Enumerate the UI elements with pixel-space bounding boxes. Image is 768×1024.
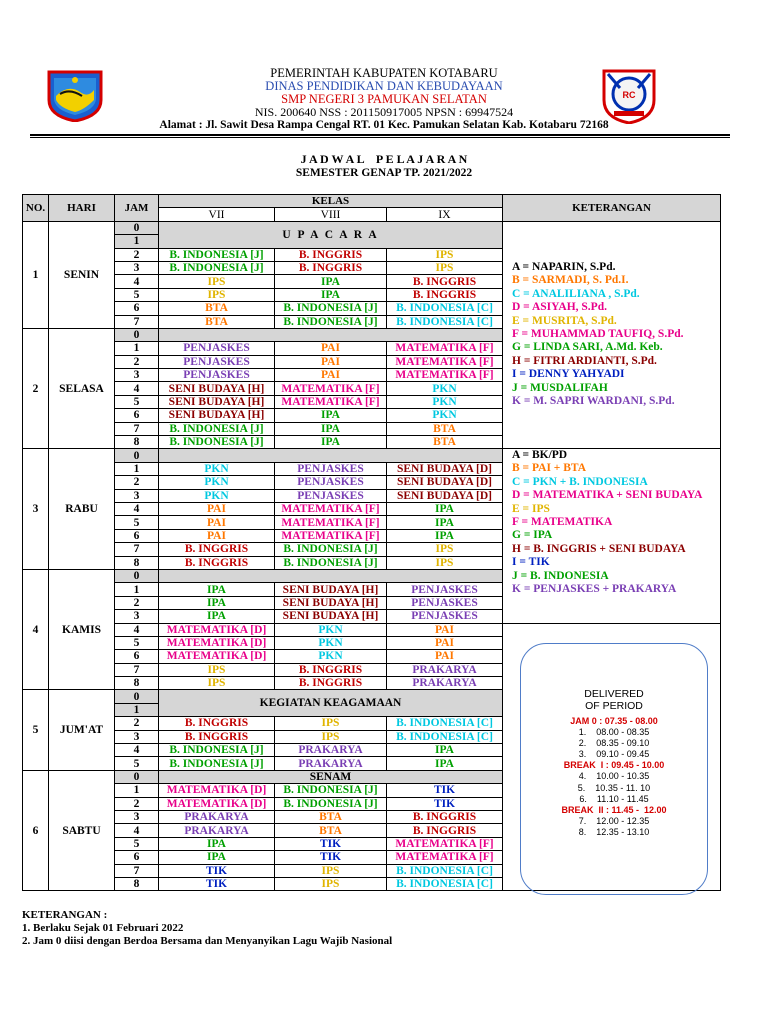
day-number: 2	[23, 328, 49, 449]
jam-number: 3	[115, 730, 159, 743]
class-ix-subject: SENI BUDAYA [D]	[387, 489, 503, 502]
special-activity	[159, 328, 503, 341]
jam-number: 0	[115, 449, 159, 462]
jam-number: 4	[115, 502, 159, 515]
class-ix-subject: PAI	[387, 636, 503, 649]
teacher-legend-item: K = M. SAPRI WARDANI, S.Pd.	[512, 395, 675, 408]
period-item: 3. 09.10 - 09.45	[578, 749, 650, 760]
day-number: 6	[23, 770, 49, 891]
jam-number: 6	[115, 409, 159, 422]
class-vii-subject: PAI	[159, 516, 275, 529]
class-ix-subject: IPA	[387, 529, 503, 542]
period-box-title-1: DELIVERED	[584, 688, 644, 700]
class-viii-subject: B. INGGRIS	[275, 248, 387, 261]
jam-number: 6	[115, 302, 159, 315]
jam-number: 1	[115, 462, 159, 475]
table-header-row	[23, 195, 721, 208]
period-item: 5. 10.35 - 11. 10	[577, 782, 651, 793]
jam-number: 5	[115, 395, 159, 408]
jam-number: 7	[115, 864, 159, 877]
class-ix-subject: B. INGGRIS	[387, 810, 503, 823]
class-ix-subject: IPS	[387, 261, 503, 274]
class-vii-subject: PKN	[159, 489, 275, 502]
class-ix-subject: MATEMATIKA [F]	[387, 369, 503, 382]
jam-number: 2	[115, 797, 159, 810]
class-ix-subject: TIK	[387, 784, 503, 797]
note-2: 2. Jam 0 diisi dengan Berdoa Bersama dan Menyanyikan Lagu Wajib Nasional	[22, 935, 393, 947]
class-vii-subject: B. INDONESIA [J]	[159, 436, 275, 449]
jam-number: 5	[115, 288, 159, 301]
teacher-legend	[512, 261, 683, 408]
special-activity: KEGIATAN KEAGAMAAN	[159, 690, 503, 717]
class-viii-subject: IPA	[275, 275, 387, 288]
jam-number: 3	[115, 489, 159, 502]
teacher-legend-item: F = MUHAMMAD TAUFIQ, S.Pd.	[512, 328, 684, 341]
class-vii-subject: MATEMATIKA [D]	[159, 784, 275, 797]
class-viii-subject: MATEMATIKA [F]	[275, 382, 387, 395]
jam-number: 4	[115, 275, 159, 288]
col-header-jam: JAM	[115, 195, 159, 222]
school-logo-badge-text: RC	[622, 90, 636, 100]
class-ix-subject: PRAKARYA	[387, 663, 503, 676]
class-vii-subject: SENI BUDAYA [H]	[159, 395, 275, 408]
class-viii-subject: IPS	[275, 730, 387, 743]
class-viii-subject: B. INDONESIA [J]	[275, 315, 387, 328]
jam-number: 0	[115, 690, 159, 703]
class-vii-subject: IPS	[159, 288, 275, 301]
jam-number: 5	[115, 837, 159, 850]
class-viii-subject: SENI BUDAYA [H]	[275, 596, 387, 609]
jam-number: 1	[115, 342, 159, 355]
school-address: Alamat : Jl. Sawit Desa Rampa Cengal RT. 01 Kec. Pamukan Selatan Kab. Kotabaru 72168	[159, 119, 609, 131]
class-vii-subject: PKN	[159, 462, 275, 475]
table-row	[23, 623, 721, 636]
jam-number: 8	[115, 877, 159, 890]
class-vii-subject: IPA	[159, 596, 275, 609]
class-viii-subject: IPA	[275, 422, 387, 435]
class-ix-subject: PKN	[387, 395, 503, 408]
jam-number: 2	[115, 717, 159, 730]
class-ix-subject: MATEMATIKA [F]	[387, 837, 503, 850]
class-vii-subject: B. INGGRIS	[159, 543, 275, 556]
period-break-item: BREAK II : 11.45 - 12.00	[561, 804, 667, 815]
class-ix-subject: PENJASKES	[387, 596, 503, 609]
class-vii-subject: IPA	[159, 837, 275, 850]
class-vii-subject: B. INDONESIA [J]	[159, 744, 275, 757]
col-header-no: NO.	[23, 195, 49, 222]
class-ix-subject: SENI BUDAYA [D]	[387, 462, 503, 475]
class-vii-subject: SENI BUDAYA [H]	[159, 409, 275, 422]
class-vii-subject: TIK	[159, 877, 275, 890]
class-viii-subject: PAI	[275, 355, 387, 368]
subject-legend-item: K = PENJASKES + PRAKARYA	[512, 583, 677, 596]
jam-number: 1	[115, 583, 159, 596]
class-ix-subject: B. INDONESIA [C]	[387, 717, 503, 730]
class-ix-subject: MATEMATIKA [F]	[387, 851, 503, 864]
class-vii-subject: B. INDONESIA [J]	[159, 248, 275, 261]
class-vii-subject: IPA	[159, 851, 275, 864]
subject-legend-item: J = B. INDONESIA	[512, 569, 609, 582]
class-vii-subject: MATEMATIKA [D]	[159, 623, 275, 636]
subject-legend-item: D = MATEMATIKA + SENI BUDAYA	[512, 489, 703, 502]
semester-subtitle: SEMESTER GENAP TP. 2021/2022	[295, 167, 473, 179]
class-viii-subject: B. INDONESIA [J]	[275, 543, 387, 556]
class-vii-subject: MATEMATIKA [D]	[159, 636, 275, 649]
class-vii-subject: MATEMATIKA [D]	[159, 797, 275, 810]
class-viii-subject: B. INDONESIA [J]	[275, 302, 387, 315]
teacher-legend-item: D = ASIYAH, S.Pd.	[512, 301, 607, 314]
col-header-vii: VII	[159, 208, 275, 221]
jam-number: 3	[115, 369, 159, 382]
jam-number: 8	[115, 436, 159, 449]
period-item: 2. 08.35 - 09.10	[578, 738, 650, 749]
class-viii-subject: MATEMATIKA [F]	[275, 502, 387, 515]
class-vii-subject: PRAKARYA	[159, 824, 275, 837]
letterhead-divider	[30, 134, 730, 136]
class-ix-subject: B. INDONESIA [C]	[387, 302, 503, 315]
period-box-title-2: OF PERIOD	[585, 700, 643, 712]
teacher-legend-item: C = ANALILIANA , S.Pd.	[512, 287, 640, 300]
government-name: PEMERINTAH KABUPATEN KOTABARU	[270, 66, 498, 80]
class-viii-subject: MATEMATIKA [F]	[275, 516, 387, 529]
class-ix-subject: IPS	[387, 248, 503, 261]
jam-number: 3	[115, 810, 159, 823]
jam-number: 5	[115, 516, 159, 529]
class-vii-subject: PAI	[159, 502, 275, 515]
subject-legend-item: I = TIK	[512, 556, 550, 569]
class-ix-subject: IPA	[387, 757, 503, 770]
day-name: SELASA	[49, 328, 115, 449]
class-ix-subject: PAI	[387, 650, 503, 663]
jam-number: 1	[115, 784, 159, 797]
class-viii-subject: IPS	[275, 717, 387, 730]
note-1: 1. Berlaku Sejak 01 Februari 2022	[22, 922, 184, 934]
class-viii-subject: TIK	[275, 851, 387, 864]
jam-number: 5	[115, 757, 159, 770]
col-header-keterangan: KETERANGAN	[503, 195, 721, 222]
jam-number: 0	[115, 770, 159, 783]
jam-number: 7	[115, 663, 159, 676]
class-ix-subject: IPS	[387, 543, 503, 556]
jam-number: 6	[115, 851, 159, 864]
jam-number: 7	[115, 315, 159, 328]
period-list	[520, 716, 708, 838]
letterhead-divider-thin	[30, 137, 730, 138]
class-ix-subject: IPA	[387, 516, 503, 529]
jam-number: 0	[115, 569, 159, 582]
class-viii-subject: PRAKARYA	[275, 744, 387, 757]
class-viii-subject: PKN	[275, 650, 387, 663]
class-viii-subject: PENJASKES	[275, 476, 387, 489]
class-ix-subject: MATEMATIKA [F]	[387, 342, 503, 355]
class-vii-subject: B. INDONESIA [J]	[159, 757, 275, 770]
jam-number: 1	[115, 235, 159, 248]
jam-number: 5	[115, 636, 159, 649]
class-ix-subject: B. INGGRIS	[387, 275, 503, 288]
teacher-legend-item: A = NAPARIN, S.Pd.	[512, 261, 616, 273]
class-vii-subject: BTA	[159, 302, 275, 315]
class-ix-subject: B. INDONESIA [C]	[387, 877, 503, 890]
day-name: SABTU	[49, 770, 115, 891]
special-activity	[159, 449, 503, 462]
subject-legend-item: H = B. INGGRIS + SENI BUDAYA	[512, 542, 686, 555]
subject-legend-item: C = PKN + B. INDONESIA	[512, 475, 648, 488]
jam-number: 4	[115, 623, 159, 636]
teacher-legend-item: I = DENNY YAHYADI	[512, 368, 625, 381]
department-name: DINAS PENDIDIKAN DAN KEBUDAYAAN	[265, 79, 503, 93]
day-name: KAMIS	[49, 569, 115, 690]
class-ix-subject: PRAKARYA	[387, 677, 503, 690]
class-viii-subject: SENI BUDAYA [H]	[275, 610, 387, 623]
jam-number: 4	[115, 744, 159, 757]
period-item: 8. 12.35 - 13.10	[578, 826, 650, 837]
class-ix-subject: TIK	[387, 797, 503, 810]
special-activity: SENAM	[159, 770, 503, 783]
subject-legend	[512, 449, 702, 596]
jam-number: 0	[115, 221, 159, 234]
jam-number: 8	[115, 677, 159, 690]
class-viii-subject: IPS	[275, 877, 387, 890]
class-vii-subject: IPS	[159, 677, 275, 690]
class-viii-subject: B. INGGRIS	[275, 677, 387, 690]
jam-number: 2	[115, 476, 159, 489]
class-viii-subject: PRAKARYA	[275, 757, 387, 770]
class-viii-subject: IPA	[275, 436, 387, 449]
class-vii-subject: SENI BUDAYA [H]	[159, 382, 275, 395]
class-viii-subject: B. INDONESIA [J]	[275, 797, 387, 810]
class-viii-subject: BTA	[275, 810, 387, 823]
teacher-legend-item: E = MUSRITA, S.Pd.	[512, 314, 617, 327]
class-viii-subject: PENJASKES	[275, 462, 387, 475]
class-ix-subject: B. INGGRIS	[387, 288, 503, 301]
period-item: 4. 10.00 - 10.35	[578, 771, 650, 782]
teacher-legend-item: G = LINDA SARI, A.Md. Keb.	[512, 341, 663, 354]
class-viii-subject: IPS	[275, 864, 387, 877]
class-ix-subject: B. INGGRIS	[387, 824, 503, 837]
col-header-kelas: KELAS	[159, 195, 503, 208]
jam-number: 2	[115, 248, 159, 261]
day-number: 3	[23, 449, 49, 570]
class-ix-subject: SENI BUDAYA [D]	[387, 476, 503, 489]
period-item: 1. 08.00 - 08.35	[578, 727, 650, 738]
jam-number: 2	[115, 355, 159, 368]
teacher-legend-item: B = SARMADI, S. Pd.I.	[512, 274, 629, 287]
class-viii-subject: B. INDONESIA [J]	[275, 784, 387, 797]
period-break-item: JAM 0 : 07.35 - 08.00	[570, 716, 658, 726]
class-vii-subject: B. INGGRIS	[159, 556, 275, 569]
class-vii-subject: B. INDONESIA [J]	[159, 422, 275, 435]
class-ix-subject: MATEMATIKA [F]	[387, 355, 503, 368]
class-vii-subject: TIK	[159, 864, 275, 877]
jam-number: 3	[115, 261, 159, 274]
class-vii-subject: IPA	[159, 610, 275, 623]
period-break-item: BREAK I : 09.45 - 10.00	[563, 760, 665, 771]
class-vii-subject: PENJASKES	[159, 342, 275, 355]
class-viii-subject: IPA	[275, 409, 387, 422]
day-number: 5	[23, 690, 49, 770]
class-ix-subject: PENJASKES	[387, 610, 503, 623]
period-item: 7. 12.00 - 12.35	[578, 815, 650, 826]
class-vii-subject: MATEMATIKA [D]	[159, 650, 275, 663]
class-ix-subject: PENJASKES	[387, 583, 503, 596]
class-ix-subject: B. INDONESIA [C]	[387, 315, 503, 328]
class-vii-subject: PRAKARYA	[159, 810, 275, 823]
jam-number: 4	[115, 382, 159, 395]
col-header-viii: VIII	[275, 208, 387, 221]
class-vii-subject: B. INGGRIS	[159, 730, 275, 743]
class-ix-subject: B. INDONESIA [C]	[387, 730, 503, 743]
class-viii-subject: TIK	[275, 837, 387, 850]
day-number: 1	[23, 221, 49, 328]
class-vii-subject: PENJASKES	[159, 369, 275, 382]
jam-number: 7	[115, 422, 159, 435]
notes-title: KETERANGAN :	[22, 909, 108, 921]
jam-number: 4	[115, 824, 159, 837]
class-viii-subject: PAI	[275, 342, 387, 355]
jam-number: 2	[115, 596, 159, 609]
day-name: SENIN	[49, 221, 115, 328]
subject-legend-item: A = BK/PD	[512, 449, 568, 461]
jam-number: 6	[115, 650, 159, 663]
class-vii-subject: IPS	[159, 663, 275, 676]
class-ix-subject: IPS	[387, 556, 503, 569]
class-ix-subject: PAI	[387, 623, 503, 636]
class-vii-subject: PKN	[159, 476, 275, 489]
teacher-legend-item: H = FITRI ARDIANTI, S.Pd.	[512, 354, 657, 367]
special-activity	[159, 569, 503, 582]
teacher-legend-item: J = MUSDALIFAH	[512, 381, 608, 394]
day-name: RABU	[49, 449, 115, 570]
class-viii-subject: PENJASKES	[275, 489, 387, 502]
class-viii-subject: B. INGGRIS	[275, 663, 387, 676]
class-ix-subject: IPA	[387, 744, 503, 757]
class-vii-subject: PAI	[159, 529, 275, 542]
school-name: SMP NEGERI 3 PAMUKAN SELATAN	[281, 92, 487, 106]
schedule-title: J A D W A L P E L A J A R A N	[300, 152, 468, 166]
day-number: 4	[23, 569, 49, 690]
class-ix-subject: IPA	[387, 502, 503, 515]
jam-number: 6	[115, 529, 159, 542]
class-ix-subject: PKN	[387, 409, 503, 422]
class-viii-subject: MATEMATIKA [F]	[275, 395, 387, 408]
class-viii-subject: PAI	[275, 369, 387, 382]
class-ix-subject: BTA	[387, 436, 503, 449]
class-viii-subject: BTA	[275, 824, 387, 837]
period-item: 6. 11.10 - 11.45	[579, 793, 649, 804]
jam-number: 1	[115, 703, 159, 716]
subject-legend-item: B = PAI + BTA	[512, 462, 587, 475]
class-viii-subject: PKN	[275, 623, 387, 636]
class-viii-subject: B. INDONESIA [J]	[275, 556, 387, 569]
class-vii-subject: B. INDONESIA [J]	[159, 261, 275, 274]
jam-number: 0	[115, 328, 159, 341]
class-viii-subject: IPA	[275, 288, 387, 301]
jam-number: 8	[115, 556, 159, 569]
table-row	[23, 221, 721, 234]
special-activity: U P A C A R A	[159, 221, 503, 248]
class-vii-subject: BTA	[159, 315, 275, 328]
class-viii-subject: SENI BUDAYA [H]	[275, 583, 387, 596]
class-ix-subject: PKN	[387, 382, 503, 395]
col-header-ix: IX	[387, 208, 503, 221]
class-viii-subject: B. INGGRIS	[275, 261, 387, 274]
class-vii-subject: IPS	[159, 275, 275, 288]
subject-legend-item: F = MATEMATIKA	[512, 516, 613, 529]
class-vii-subject: B. INGGRIS	[159, 717, 275, 730]
class-vii-subject: PENJASKES	[159, 355, 275, 368]
school-ids: NIS. 200640 NSS : 201150917005 NPSN : 69947524	[254, 105, 514, 119]
jam-number: 7	[115, 543, 159, 556]
class-ix-subject: BTA	[387, 422, 503, 435]
subject-legend-item: E = IPS	[512, 502, 550, 515]
class-viii-subject: PKN	[275, 636, 387, 649]
class-viii-subject: MATEMATIKA [F]	[275, 529, 387, 542]
day-name: JUM'AT	[49, 690, 115, 770]
col-header-hari: HARI	[49, 195, 115, 222]
subject-legend-item: G = IPA	[512, 529, 553, 542]
class-vii-subject: IPA	[159, 583, 275, 596]
jam-number: 3	[115, 610, 159, 623]
class-ix-subject: B. INDONESIA [C]	[387, 864, 503, 877]
